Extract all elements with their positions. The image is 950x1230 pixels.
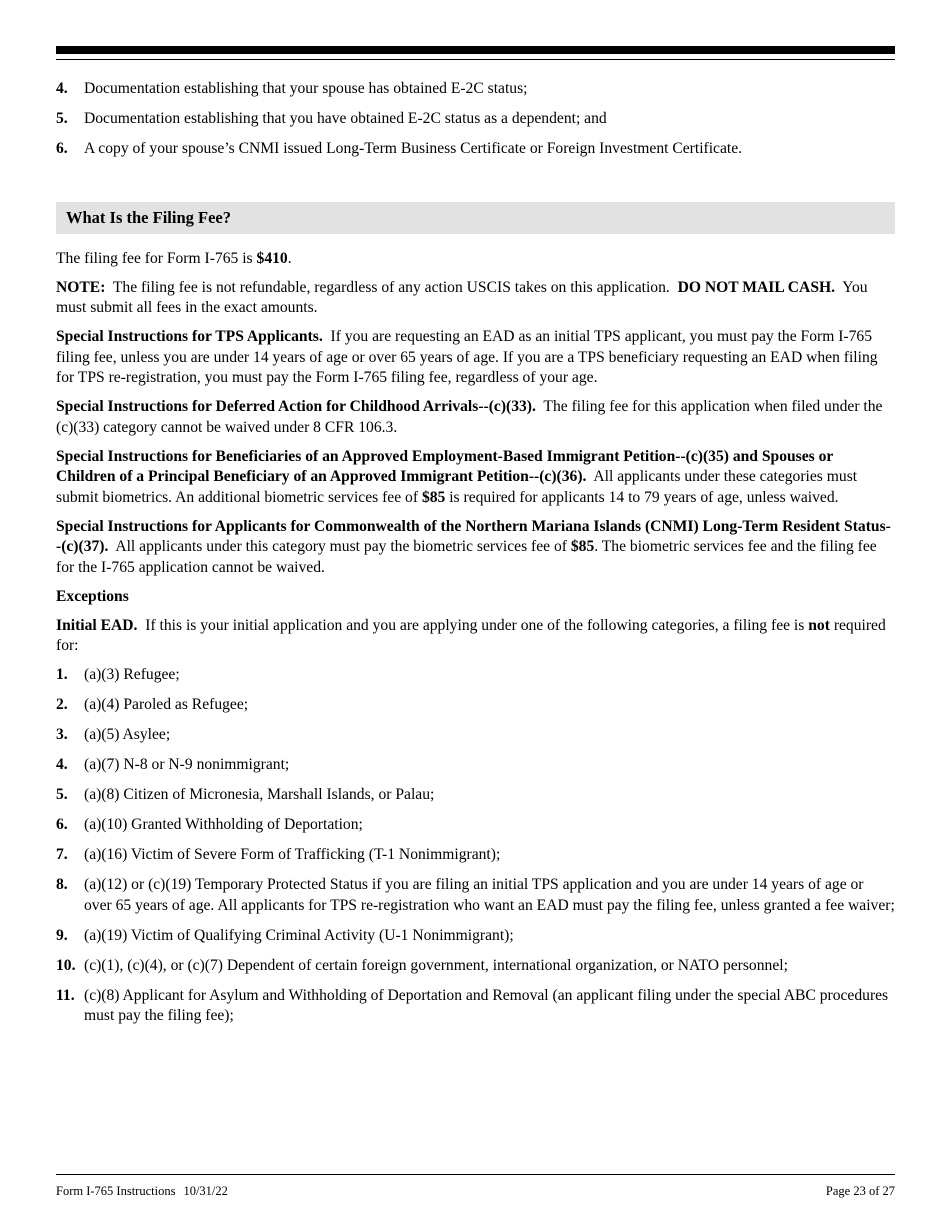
list-item-text: (c)(1), (c)(4), or (c)(7) Dependent of certain foreign government, international organization, or NATO personnel; bbox=[84, 956, 788, 974]
list-item-text: (a)(4) Paroled as Refugee; bbox=[84, 696, 249, 713]
list-item-text: Documentation establishing that your spouse has obtained E-2C status; bbox=[84, 80, 528, 97]
exceptions-list bbox=[56, 665, 895, 1027]
beneficiaries-amount: $85 bbox=[421, 488, 446, 506]
list-item-number: 1. bbox=[56, 666, 68, 683]
exceptions-heading bbox=[56, 587, 895, 608]
list-item bbox=[56, 755, 895, 776]
note-text-2: You must submit all fees in the exact amounts. bbox=[56, 278, 868, 316]
list-item-text: (a)(12) or (c)(19) Temporary Protected Status if you are filing an initial TPS application and you are under 14 years of age or over 65 years of age. All applicants for TPS re-registration who want an EAD must pay the filing fee, unless granted a fee waiver; bbox=[84, 876, 895, 914]
cnmi-instructions bbox=[56, 517, 895, 579]
section-heading-filing-fee: What Is the Filing Fee? bbox=[56, 202, 895, 234]
list-item-number: 6. bbox=[56, 816, 68, 833]
filing-fee-amount: $410 bbox=[256, 249, 288, 267]
list-item-text: (a)(10) Granted Withholding of Deportation; bbox=[84, 816, 363, 833]
filing-fee-text: The filing fee for Form I-765 is bbox=[56, 249, 257, 267]
initial-ead-paragraph bbox=[56, 616, 895, 657]
list-item-text: (a)(8) Citizen of Micronesia, Marshall Islands, or Palau; bbox=[84, 786, 435, 803]
filing-fee-paragraph bbox=[56, 249, 895, 270]
intro-list bbox=[56, 79, 895, 160]
list-item bbox=[56, 665, 895, 686]
list-item bbox=[56, 79, 895, 100]
footer-form-name: Form I-765 Instructions bbox=[56, 1184, 176, 1198]
list-item-text: (a)(16) Victim of Severe Form of Trafficking (T-1 Nonimmigrant); bbox=[84, 846, 501, 863]
list-item-number: 6. bbox=[56, 140, 68, 157]
list-item-number: 4. bbox=[56, 80, 68, 97]
header-rule-thick bbox=[56, 46, 895, 54]
page-content bbox=[56, 79, 895, 1036]
list-item-number: 5. bbox=[56, 786, 68, 803]
list-item bbox=[56, 986, 895, 1027]
initial-ead-text-2: required for: bbox=[56, 616, 886, 654]
tps-instructions bbox=[56, 327, 895, 389]
note-text: The filing fee is not refundable, regardless of any action USCIS takes on this application. bbox=[112, 278, 670, 296]
list-item bbox=[56, 695, 895, 716]
list-item bbox=[56, 785, 895, 806]
footer-form-info bbox=[56, 1183, 228, 1199]
list-item bbox=[56, 845, 895, 866]
list-item bbox=[56, 956, 895, 977]
exceptions-title: Exceptions bbox=[56, 587, 129, 605]
list-item-text: (a)(3) Refugee; bbox=[84, 666, 180, 683]
beneficiaries-text-2: is required for applicants 14 to 79 years of age, unless waived. bbox=[445, 488, 839, 506]
beneficiaries-text: All applicants under these categories must submit biometrics. An additional biometric services fee of bbox=[56, 468, 858, 506]
beneficiaries-heading: Special Instructions for Beneficiaries of an Approved Employment-Based Immigrant Petition--(c)(35) and Spouses or Children of a Principal Beneficiary of an Approved Immigrant Petition--(c)(36). bbox=[56, 447, 834, 485]
list-item-number: 4. bbox=[56, 756, 68, 773]
cnmi-heading: Special Instructions for Applicants for Commonwealth of the Northern Mariana Islands (CNMI) Long-Term Resident Status--(c)(37). bbox=[56, 517, 891, 555]
list-item bbox=[56, 815, 895, 836]
note-warning: DO NOT MAIL CASH. bbox=[677, 278, 836, 296]
list-item-text: (a)(5) Asylee; bbox=[84, 726, 171, 743]
daca-instructions bbox=[56, 397, 895, 438]
list-item-text: Documentation establishing that you have obtained E-2C status as a dependent; and bbox=[84, 110, 607, 127]
list-item-number: 10. bbox=[56, 956, 76, 974]
list-item-text: (c)(8) Applicant for Asylum and Withholding of Deportation and Removal (an applicant filing under the special ABC procedures must pay the filing fee); bbox=[84, 986, 889, 1024]
tps-heading: Special Instructions for TPS Applicants. bbox=[56, 328, 323, 345]
initial-ead-not: not bbox=[808, 616, 830, 634]
footer-rule bbox=[56, 1174, 895, 1175]
list-item-number: 8. bbox=[56, 876, 68, 893]
list-item bbox=[56, 109, 895, 130]
list-item bbox=[56, 725, 895, 746]
list-item bbox=[56, 926, 895, 947]
filing-fee-end: . bbox=[287, 249, 292, 267]
page-footer bbox=[56, 1183, 895, 1199]
list-item-text: (a)(19) Victim of Qualifying Criminal Activity (U-1 Nonimmigrant); bbox=[84, 926, 514, 944]
note-paragraph bbox=[56, 278, 895, 319]
list-item-number: 2. bbox=[56, 696, 68, 713]
list-item-text: A copy of your spouse’s CNMI issued Long-Term Business Certificate or Foreign Investment Certificate. bbox=[84, 140, 743, 157]
list-item-number: 5. bbox=[56, 110, 68, 127]
daca-heading: Special Instructions for Deferred Action for Childhood Arrivals--(c)(33). bbox=[56, 398, 536, 415]
footer-form-date: 10/31/22 bbox=[183, 1184, 228, 1198]
list-item bbox=[56, 875, 895, 916]
list-item-number: 9. bbox=[56, 926, 68, 944]
cnmi-text: All applicants under this category must pay the biometric services fee of bbox=[115, 538, 571, 555]
list-item-number: 11. bbox=[56, 986, 75, 1004]
initial-ead-text: If this is your initial application and you are applying under one of the following categories, a filing fee is bbox=[145, 616, 809, 634]
list-item-text: (a)(7) N-8 or N-9 nonimmigrant; bbox=[84, 756, 290, 773]
initial-ead-label: Initial EAD. bbox=[56, 616, 138, 634]
daca-text: The filing fee for this application when filed under the (c)(33) category cannot be waived under 8 CFR 106.3. bbox=[56, 398, 883, 436]
list-item-number: 3. bbox=[56, 726, 68, 743]
header-rule-thin bbox=[56, 59, 895, 60]
footer-page-number: Page 23 of 27 bbox=[825, 1184, 895, 1198]
cnmi-text-2: . The biometric services fee and the filing fee for the I-765 application cannot be waived. bbox=[56, 538, 877, 576]
tps-text: If you are requesting an EAD as an initial TPS applicant, you must pay the Form I-765 filing fee, unless you are under 14 years of age or over 65 years of age. If you are a TPS beneficiary requesting an EAD when filing for TPS re-registration, you must pay the Form I-765 filing fee, regardless of your age. bbox=[56, 328, 878, 386]
list-item bbox=[56, 139, 895, 160]
beneficiaries-instructions bbox=[56, 447, 895, 509]
note-label: NOTE: bbox=[56, 278, 106, 296]
list-item-number: 7. bbox=[56, 846, 68, 863]
cnmi-amount: $85 bbox=[570, 538, 595, 555]
